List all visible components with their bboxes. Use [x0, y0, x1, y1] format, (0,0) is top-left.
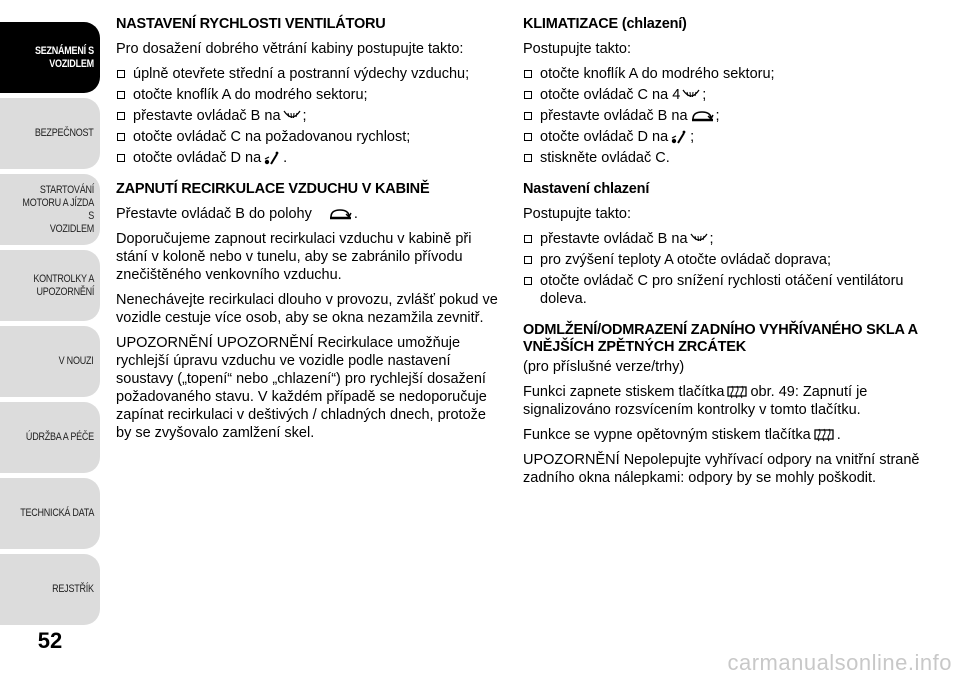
checkbox-bullet-icon	[524, 235, 532, 243]
tab-v-nouzi[interactable]	[0, 326, 100, 397]
checkbox-bullet-icon	[117, 112, 125, 120]
step-text: přestavte ovládač B na	[133, 108, 281, 124]
step-text: otočte ovládač C pro snížení rychlosti otáčení ventilátoru doleva.	[540, 273, 904, 307]
checkbox-bullet-icon	[524, 112, 532, 120]
recirculation-icon	[690, 110, 714, 122]
checkbox-bullet-icon	[524, 133, 532, 141]
left-column	[116, 16, 498, 449]
punctuation: .	[283, 150, 288, 166]
checkbox-bullet-icon	[117, 133, 125, 141]
punctuation: ;	[709, 231, 714, 247]
tab-bezpecnost[interactable]	[0, 98, 100, 169]
step-text: otočte ovládač C na 4	[540, 87, 681, 103]
step-text: přestavte ovládač B na	[540, 231, 688, 247]
face-vent-icon	[283, 110, 301, 122]
checkbox-bullet-icon	[524, 91, 532, 99]
fan-icon	[670, 129, 688, 145]
rear-defrost-icon	[726, 385, 748, 399]
section-heading: KLIMATIZACE (chlazení)	[523, 16, 687, 32]
tab-rejstrik[interactable]	[0, 554, 100, 625]
paragraph-text: Funkci zapnete stiskem tlačítka	[523, 384, 725, 400]
tab-startovani[interactable]	[0, 174, 100, 245]
section-heading: NASTAVENÍ RYCHLOSTI VENTILÁTORU	[116, 16, 386, 32]
recirculation-icon	[328, 208, 352, 220]
tab-label: SEZNÁMENÍ S VOZIDLEM	[35, 44, 94, 70]
paragraph: Pro dosažení dobrého větrání kabiny postupujte takto:	[116, 41, 464, 57]
step-list	[523, 230, 923, 308]
watermark: carmanualsonline.info	[727, 650, 952, 675]
step-text: pro zvýšení teploty A otočte ovládač doprava;	[540, 252, 831, 268]
step-text: otočte knoflík A do modrého sektoru;	[540, 66, 775, 82]
tab-label: BEZPEČNOST	[35, 127, 94, 139]
list-item	[523, 107, 923, 125]
paragraph: (pro příslušné verze/trhy)	[523, 359, 685, 375]
step-text: přestavte ovládač B na	[540, 108, 688, 124]
section-heading: ODMLŽENÍ/ODMRAZENÍ ZADNÍHO VYHŘÍVANÉHO SKLA A VNĚJŠÍCH ZPĚTNÝCH ZRCÁTEK	[523, 322, 918, 355]
tab-label: STARTOVÁNÍ MOTORU A JÍZDA S VOZIDLEM	[22, 183, 94, 235]
paragraph: Postupujte takto:	[523, 206, 632, 222]
list-item	[523, 149, 923, 167]
paragraph-text: Přestavte ovládač B do polohy	[116, 206, 312, 222]
list-item	[523, 128, 923, 146]
step-text: stiskněte ovládač C.	[540, 150, 670, 166]
list-item	[523, 86, 923, 104]
tab-label: V NOUZI	[59, 355, 94, 367]
checkbox-bullet-icon	[524, 154, 532, 162]
step-text: úplně otevřete střední a postranní výdechy vzduchu;	[133, 66, 470, 82]
step-text: otočte ovládač D na	[540, 129, 669, 145]
rear-defrost-icon	[813, 428, 835, 442]
punctuation: ;	[702, 87, 707, 103]
list-item	[523, 272, 923, 308]
tab-label: KONTROLKY A UPOZORNĚNÍ	[33, 272, 94, 298]
face-vent-icon	[682, 89, 700, 101]
tab-seznameni[interactable]	[0, 22, 100, 93]
checkbox-bullet-icon	[117, 91, 125, 99]
list-item	[116, 128, 498, 146]
paragraph	[116, 205, 498, 223]
list-item	[116, 107, 498, 125]
paragraph: Nenechávejte recirkulaci dlouho v provozu, zvlášť pokud ve vozidle cestuje více osob, aby se okna nezamžila zevnitř.	[116, 292, 498, 326]
list-item	[116, 149, 498, 167]
tab-label: REJSTŘÍK	[52, 583, 94, 595]
checkbox-bullet-icon	[524, 277, 532, 285]
paragraph-text: obr. 49: Zapnutí je signalizováno rozsvícením kontrolky v tomto tlačítku.	[523, 384, 868, 418]
checkbox-bullet-icon	[524, 70, 532, 78]
right-column	[523, 16, 923, 494]
paragraph-text: Funkce se vypne opětovným stiskem tlačítka	[523, 427, 811, 443]
step-text: otočte knoflík A do modrého sektoru;	[133, 87, 368, 103]
punctuation: ;	[715, 108, 720, 124]
punctuation: .	[353, 206, 358, 222]
list-item	[116, 65, 498, 83]
step-text: otočte ovládač D na	[133, 150, 262, 166]
punctuation: .	[836, 427, 841, 443]
step-text: otočte ovládač C na požadovanou rychlost;	[133, 129, 411, 145]
face-vent-icon	[690, 233, 708, 245]
tab-kontrolky[interactable]	[0, 250, 100, 321]
punctuation: ;	[690, 129, 695, 145]
list-item	[116, 86, 498, 104]
paragraph	[523, 383, 923, 419]
tab-label: TECHNICKÁ DATA	[20, 507, 94, 519]
tab-technicka-data[interactable]	[0, 478, 100, 549]
step-list	[523, 65, 923, 167]
fan-icon	[263, 150, 281, 166]
section-heading: Nastavení chlazení	[523, 181, 650, 197]
paragraph: UPOZORNĚNÍ UPOZORNĚNÍ Recirkulace umožňuje rychlejší úpravu vzduchu ve vozidle podle nastavení soustavy („topení“ nebo „chlazení“) pro rychlejší dosažení požadovaného stavu. V každém případě se nedoporučuje zapínat recirkulaci v deštivých / chladných dnech, protože by se zvyšovalo zamlžení skel.	[116, 335, 487, 441]
paragraph: UPOZORNĚNÍ Nepolepujte vyhřívací odpory na vnitřní straně zadního okna nálepkami: odpory by se mohly poškodit.	[523, 452, 920, 486]
paragraph	[523, 426, 923, 444]
page-number: 52	[37, 628, 63, 653]
checkbox-bullet-icon	[524, 256, 532, 264]
step-list	[116, 65, 498, 167]
tab-udrzba[interactable]	[0, 402, 100, 473]
punctuation: ;	[302, 108, 307, 124]
section-heading: ZAPNUTÍ RECIRKULACE VZDUCHU V KABINĚ	[116, 181, 430, 197]
checkbox-bullet-icon	[117, 154, 125, 162]
list-item	[523, 230, 923, 248]
paragraph: Postupujte takto:	[523, 41, 632, 57]
list-item	[523, 65, 923, 83]
paragraph: Doporučujeme zapnout recirkulaci vzduchu v kabině při stání v koloně nebo v tunelu, aby se zabránilo přívodu znečištěného venkovního vzduchu.	[116, 231, 472, 283]
tab-label: ÚDRŽBA A PÉČE	[26, 431, 94, 443]
checkbox-bullet-icon	[117, 70, 125, 78]
list-item	[523, 251, 923, 269]
